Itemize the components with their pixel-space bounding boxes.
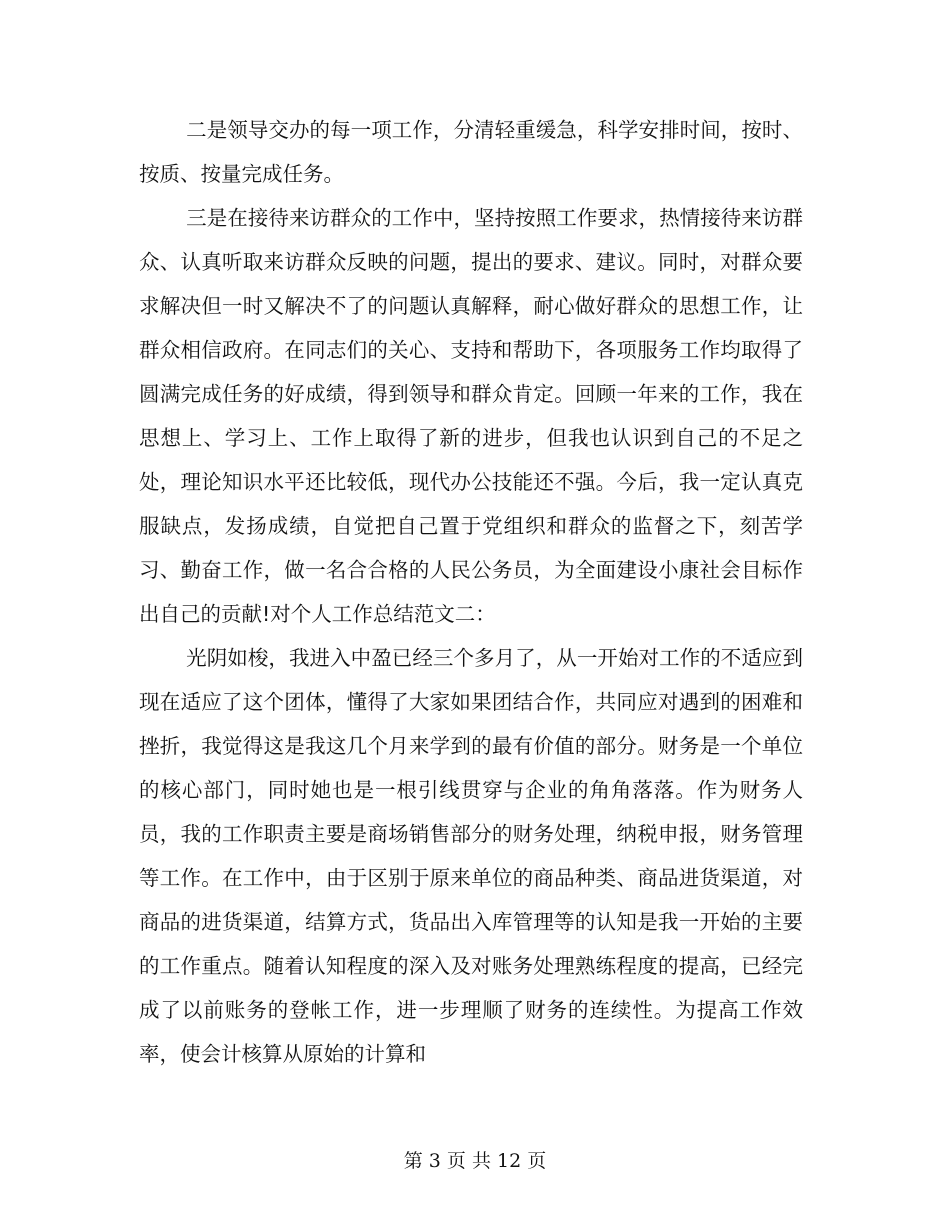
paragraph-2: 三是在接待来访群众的工作中，坚持按照工作要求，热情接待来访群众、认真听取来访群众反映的问题，提出的要求、建议。同时，对群众要求解决但一时又解决不了的问题认真解释，耐心做好群众的思想工作，让群众相信政府。在同志们的关心、支持和帮助下，各项服务工作均取得了圆满完成任务的好成绩，得到领导和群众肯定。回顾一年来的工作，我在思想上、学习上、工作上取得了新的进步，但我也认识到自己的不足之处，理论知识水平还比较低，现代办公技能还不强。今后，我一定认真克服缺点，发扬成绩，自觉把自己置于党组织和群众的监督之下，刻苦学习、勤奋工作，做一名合合格的人民公务员，为全面建设小康社会目标作出自己的贡献!对个人工作总结范文二： xyxy=(139,206,803,626)
paragraph-3: 光阴如梭，我进入中盈已经三个多月了，从一开始对工作的不适应到现在适应了这个团体，懂得了大家如果团结合作，共同应对遇到的困难和挫折，我觉得这是我这几个月来学到的最有价值的部分。财务是一个单位的核心部门，同时她也是一根引线贯穿与企业的角角落落。作为财务人员，我的工作职责主要是商场销售部分的财务处理，纳税申报，财务管理等工作。在工作中，由于区别于原来单位的商品种类、商品进货渠道，对商品的进货渠道，结算方式，货品出入库管理等的认知是我一开始的主要的工作重点。随着认知程度的深入及对账务处理熟练程度的提高，已经完成了以前账务的登帐工作，进一步理顺了财务的连续性。为提高工作效率，使会计核算从原始的计算和 xyxy=(139,646,803,1066)
document-body xyxy=(139,108,803,1076)
page-footer: 第 3 页 共 12 页 xyxy=(403,1150,547,1172)
paragraph-1: 二是领导交办的每一项工作，分清轻重缓急，科学安排时间，按时、按质、按量完成任务。 xyxy=(139,118,803,186)
